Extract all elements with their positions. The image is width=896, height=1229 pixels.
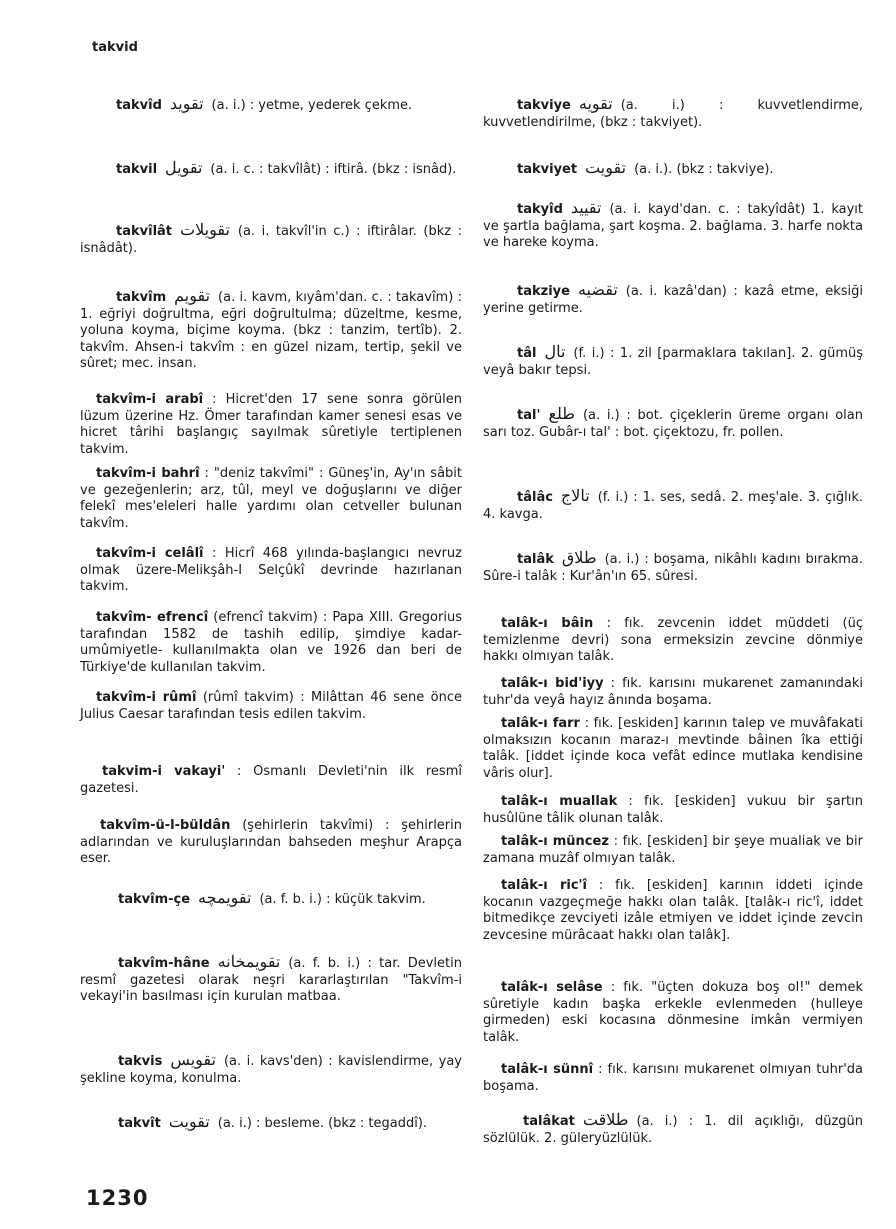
entry: takvim-i vakayi' : Osmanlı Devleti'nin ilk resmî gazetesi. <box>80 764 462 796</box>
entry: talâk-ı bid'iyy : fık. karısını mukarenet zamanındaki tuhr'da veyâ hayız ânında boşama. <box>483 676 863 708</box>
entry: talâk-ı ric'î : fık. [eskiden] karının iddeti içinde kocanın vazgeçmeğe hakkı olan talâk. [talâk-ı ric'î, iddet bitmedikçe zevciyeti izâle etmiyen ve iddet içinde zevcin zevcesine mürâcaat hakkı olan talâk]. <box>483 878 863 943</box>
page-number: 1230 <box>86 1186 149 1210</box>
entry: takvîlât تقويلات (a. i. takvîl'in c.) : iftirâlar. (bkz : isnâdât). <box>80 220 462 256</box>
entry: takvîd تقويد (a. i.) : yetme, yederek çekme. <box>116 94 413 113</box>
entry: takvîm- efrencî (efrencî takvim) : Papa XIII. Gregorius tarafından 1582 de tashih edilip, şimdiye kadar- umûmiyetle- kullanılmakta olan ve 1926 dan beri de Türkiye'de kullanılan takvim. <box>80 610 462 675</box>
entry: takziye تقضيه (a. i. kazâ'dan) : kazâ etme, eksiği yerine getirme. <box>483 280 863 316</box>
entry: takviye تقويه (a. i.) : kuvvetlendirme, kuvvetlendirilme, (bkz : takviyet). <box>483 94 863 130</box>
entry: talâk-ı sünnî : fık. karısını mukarenet olmıyan tuhr'da boşama. <box>483 1062 863 1094</box>
entry: takvîm-çe تقويمچه (a. f. b. i.) : küçük takvim. <box>118 888 426 907</box>
entry: talâkat طلاقت (a. i.) : 1. dil açıklığı, düzgün sözlülük. 2. güleryüzlülük. <box>483 1110 863 1146</box>
entry: talâk-ı farr : fık. [eskiden] karının talep ve muvâfakati olmaksızın kocanın maraz-ı mevtinde bâinen îka ettiği talâk. [iddet içinde koca vefât edince mutlaka kendisine vâris olur]. <box>483 716 863 781</box>
entry: takvîm-i arabî : Hicret'den 17 sene sonra görülen lüzum üzerine Hz. Ömer tarafından kamer senesi esas ve hicret târihi başlangıç sayılmak sûretiyle tertiplenen takvim. <box>80 392 462 457</box>
entry: takvîm-ü-l-büldân (şehirlerin takvîmi) : şehirlerin adlarından ve kuruluşlarından bahseden meşhur Arapça eser. <box>80 818 463 867</box>
running-head: takvid <box>92 40 138 55</box>
entry: tal' طلع (a. i.) : bot. çiçeklerin üreme organı olan sarı toz. Gubâr-ı tal' : bot. çiçektozu, fr. pollen. <box>483 404 863 440</box>
entry: takvîm-i rûmî (rûmî takvim) : Milâttan 46 sene önce Julius Caesar tarafından tesis edilen takvim. <box>80 690 462 722</box>
entry: takvil تقويل (a. i. c. : takvîlât) : iftirâ. (bkz : isnâd). <box>116 158 457 177</box>
entry: takvîm تقويم (a. i. kavm, kıyâm'dan. c. : takavîm) : 1. eğriyi doğrultma, eğri doğrultulma; düzeltme, kesme, yoluna koyma, biçime koyma. (bkz : tanzim, tertîb). 2. takvîm. Ahsen-i takvîm : en güzel nizam, tertip, şekil ve sûret; mec. insan. <box>80 286 462 372</box>
entry: takyîd تقييد (a. i. kayd'dan. c. : takyîdât) 1. kayıt ve şartla bağlama, şart koşma. 2. bağlama. 3. harfe nokta ve hareke koyma. <box>483 198 863 251</box>
entry: takvîm-hâne تقويمخانه (a. f. b. i.) : tar. Devletin resmî gazetesi olarak neşri kararlaştırılan "Takvîm-i vekayi'in basılması için kurulan matbaa. <box>80 952 462 1005</box>
entry: takviyet تقويت (a. i.). (bkz : takviye). <box>517 158 774 177</box>
entry: talâk-ı müncez : fık. [eskiden] bir şeye mualiak ve bir zamana muzâf olmıyan talâk. <box>483 834 864 866</box>
entry: talâk-ı selâse : fık. "üçten dokuza boş ol!" demek sûretiyle kadın başka erkekle evlenmeden (hulleye girmeden) eski kocasına dönmesine imkân vermiyen talâk. <box>483 980 863 1045</box>
entry: takvît تقويت (a. i.) : besleme. (bkz : tegaddî). <box>118 1112 428 1131</box>
entry: tâlâc تالاج (f. i.) : 1. ses, sedâ. 2. meş'ale. 3. çığlık. 4. kavga. <box>483 486 863 522</box>
entry: takvis تقويس (a. i. kavs'den) : kavislendirme, yay şekline koyma, konulma. <box>80 1050 462 1086</box>
entry: takvîm-i bahrî : "deniz takvîmi" : Güneş'in, Ay'ın sâbit ve gezeğenlerin; arz, tûl, meyl ve doğuşlarını ve diğer felekî mes'eleleri halle yardımı olan cetveller bulunan takvîm. <box>80 466 462 531</box>
entry: talâk طلاق (a. i.) : boşama, nikâhlı kadını bırakma. Sûre-i talâk : Kur'ân'ın 65. sûresi. <box>483 548 863 584</box>
entry: tâl تال (f. i.) : 1. zil [parmaklara takılan]. 2. gümüş veyâ bakır tepsi. <box>483 342 863 378</box>
entry: takvîm-i celâlî : Hicrî 468 yılında-başlangıcı nevruz olmak üzere-Melikşâh-I Selçûkî devrinde hazırlanan takvim. <box>80 546 462 595</box>
entry: talâk-ı muallak : fık. [eskiden] vukuu bir şartın husûlüne tâlik olunan talâk. <box>483 794 863 826</box>
entry: talâk-ı bâin : fık. zevcenin iddet müddeti (üç temizlenme devri) sona ermeksizin zevcine dönmiye hakkı olmıyan talâk. <box>483 616 863 665</box>
